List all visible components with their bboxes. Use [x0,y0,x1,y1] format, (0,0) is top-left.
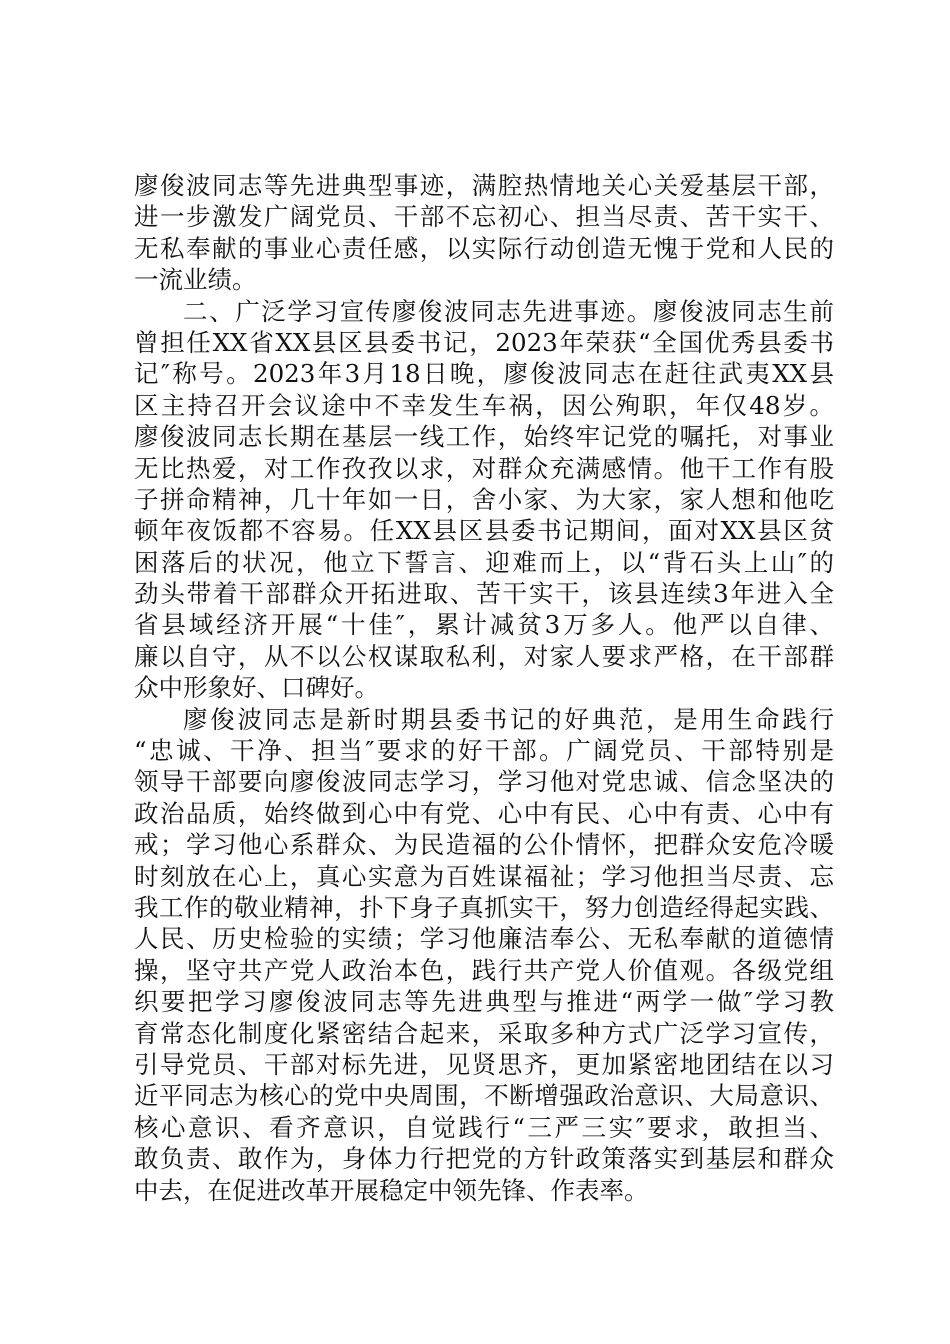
text-line: 省县域经济开展“十佳″，累计减贫3万多人。他严以自律、 [134,610,834,640]
text-line: 无比热爱，对工作孜孜以求，对群众充满感情。他干工作有股 [134,453,834,483]
paragraph [134,296,834,704]
text-line: “忠诚、干净、担当″要求的好干部。广阔党员、干部特别是 [134,736,834,766]
text-line: 记″称号。2023年3月18日晚，廖俊波同志在赶往武夷XX县 [134,359,834,389]
paragraph [134,704,834,1206]
text-line: 时刻放在心上，真心实意为百姓谋福祉；学习他担当尽责、忘 [134,861,834,891]
text-line: 劲头带着干部群众开拓进取、苦干实干，该县连续3年进入全 [134,579,834,609]
text-line: 操，坚守共产党人政治本色，践行共产党人价值观。各级党组 [134,955,834,985]
text-line: 领导干部要向廖俊波同志学习，学习他对党忠诚、信念坚决的 [134,767,834,797]
text-line: 曾担任XX省XX县区县委书记，2023年荣获“全国优秀县委书 [134,327,834,357]
text-line: 无私奉献的事业心责任感，以实际行动创造无愧于党和人民的 [134,233,834,263]
paragraph [134,170,834,296]
text-line: 廉以自守，从不以公权谋取私利，对家人要求严格，在干部群 [134,641,834,671]
text-line: 廖俊波同志等先进典型事迹，满腔热情地关心关爱基层干部， [134,171,834,200]
text-line: 织要把学习廖俊波同志等先进典型与推进“两学一做″学习教 [134,987,834,1017]
text-line: 子拼命精神，几十年如一日，舍小家、为大家，家人想和他吃 [134,484,834,514]
document-body [134,170,834,1206]
text-line: 近平同志为核心的党中央周围，不断增强政治意识、大局意识、 [134,1081,834,1111]
text-line: 顿年夜饭都不容易。任XX县区县委书记期间，面对XX县区贫 [134,516,834,546]
text-line: 廖俊波同志长期在基层一线工作，始终牢记党的嘱托，对事业 [134,422,834,452]
text-line: 廖俊波同志是新时期县委书记的好典范，是用生命践行 [183,704,834,734]
text-line: 二、广泛学习宣传廖俊波同志先进事迹。廖俊波同志生前 [183,296,834,326]
text-line: 中去，在促进改革开展稳定中领先锋、作表率。 [134,1175,649,1205]
text-line: 我工作的敬业精神，扑下身子真抓实干，努力创造经得起实践、 [134,892,834,922]
text-line: 区主持召开会议途中不幸发生车祸，因公殉职，年仅48岁。 [134,390,834,420]
text-line: 政治品质，始终做到心中有党、心中有民、心中有责、心中有 [134,798,834,828]
text-line: 引导党员、干部对标先进，见贤思齐，更加紧密地团结在以习 [134,1049,834,1079]
text-line: 进一步激发广阔党员、干部不忘初心、担当尽责、苦干实干、 [134,202,834,232]
text-line: 众中形象好、口碑好。 [134,673,379,703]
text-line: 敢负责、敢作为，身体力行把党的方针政策落实到基层和群众 [134,1144,834,1174]
text-line: 核心意识、看齐意识，自觉践行“三严三实″要求，敢担当、 [134,1112,834,1142]
text-line: 戒；学习他心系群众、为民造福的公仆情怀，把群众安危冷暖 [134,830,834,860]
text-line: 育常态化制度化紧密结合起来，采取多种方式广泛学习宣传， [134,1018,834,1048]
text-line: 人民、历史检验的实绩；学习他廉洁奉公、无私奉献的道德情 [134,924,834,954]
text-line: 困落后的状况，他立下誓言、迎难而上，以“背石头上山″的 [134,547,834,577]
text-line: 一流业绩。 [134,265,257,295]
